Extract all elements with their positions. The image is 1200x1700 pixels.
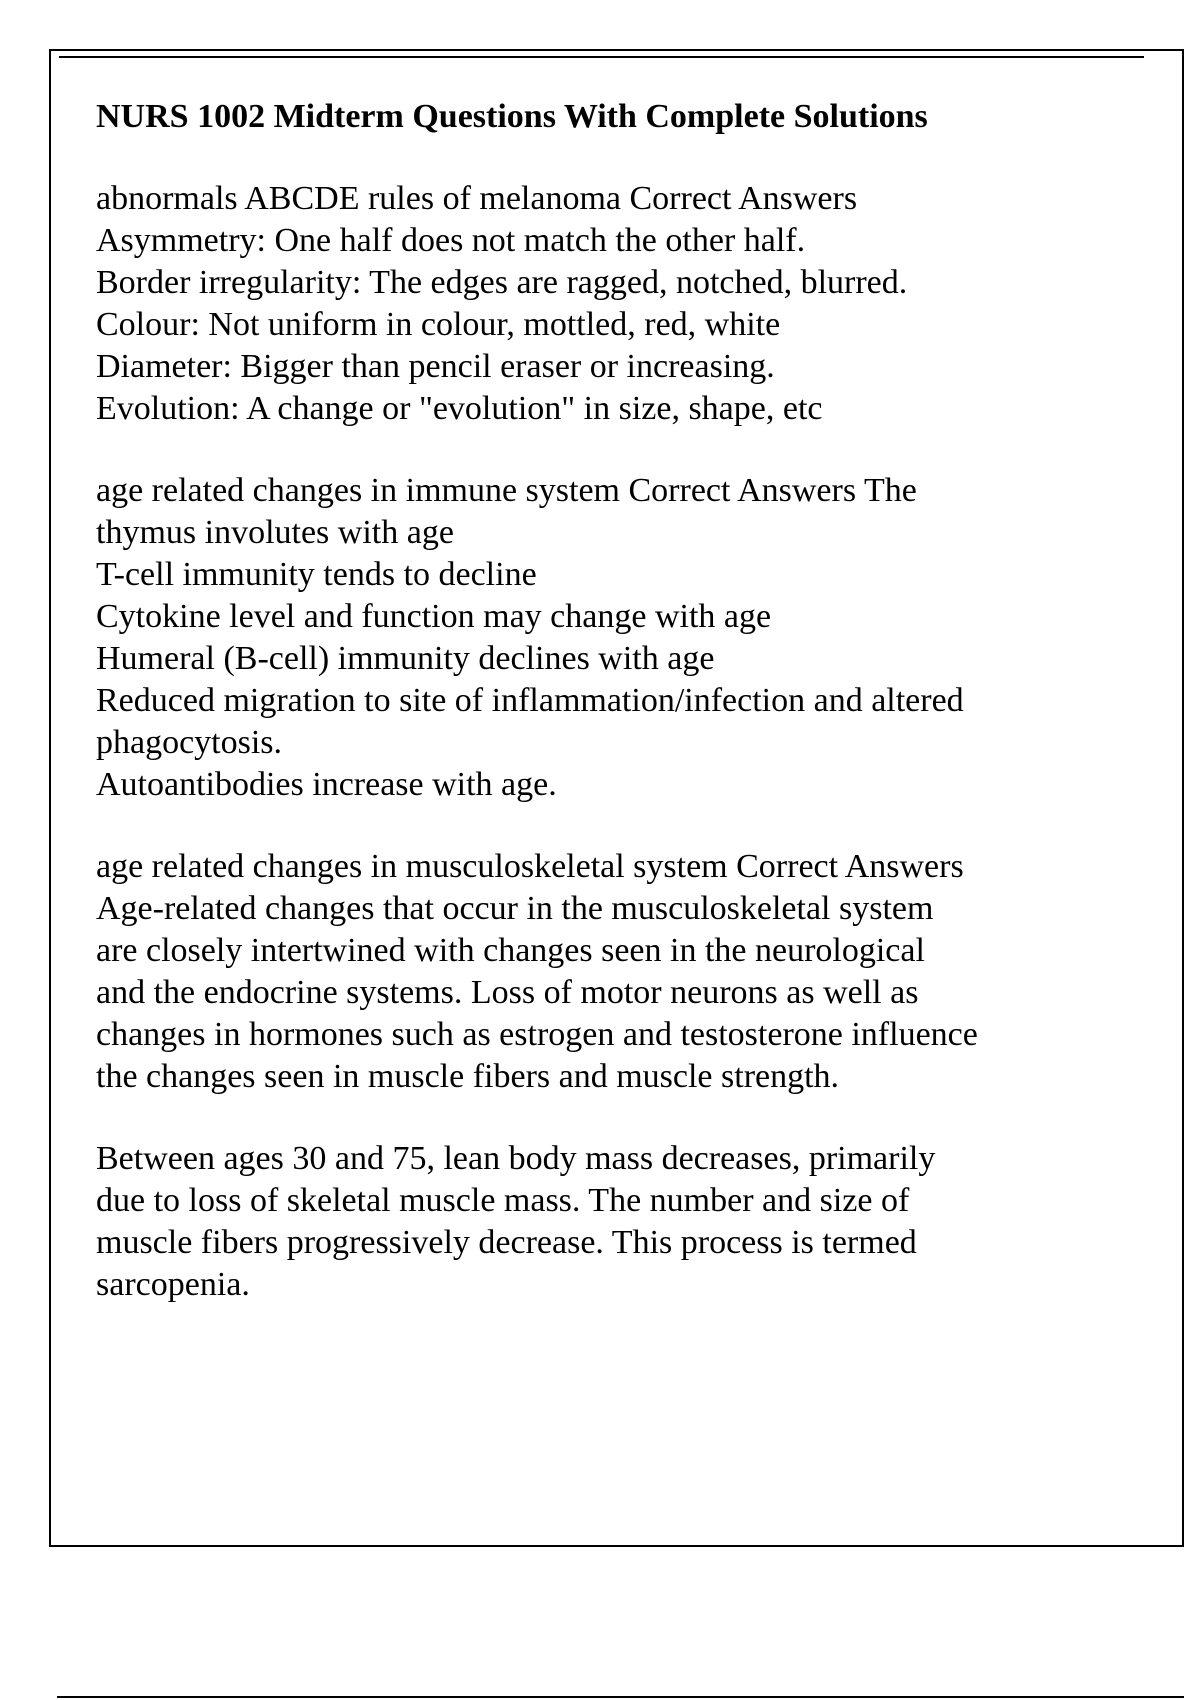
answer-line: Age-related changes that occur in the musculoskeletal system <box>96 890 934 927</box>
question-line: age related changes in immune system Correct Answers The <box>96 472 917 509</box>
answer-line: Humeral (B-cell) immunity declines with age <box>96 640 715 677</box>
top-rule <box>59 56 1144 58</box>
answer-line: are closely intertwined with changes seen in the neurological <box>96 932 925 969</box>
qa-block-immune-system <box>96 470 1096 806</box>
answer-line: Colour: Not uniform in colour, mottled, red, white <box>96 306 781 343</box>
answer-line: Border irregularity: The edges are ragged, notched, blurred. <box>96 264 908 301</box>
answer-line: T-cell immunity tends to decline <box>96 556 537 593</box>
answer-line: the changes seen in muscle fibers and muscle strength. <box>96 1058 840 1095</box>
answer-line: Between ages 30 and 75, lean body mass decreases, primarily <box>96 1140 936 1177</box>
bottom-rule <box>57 1696 1184 1698</box>
qa-block-sarcopenia <box>96 1138 1096 1306</box>
answer-line: and the endocrine systems. Loss of motor neurons as well as <box>96 974 919 1011</box>
qa-block-melanoma <box>96 178 1096 430</box>
answer-line: Reduced migration to site of inflammation/infection and altered <box>96 682 964 719</box>
question-line: abnormals ABCDE rules of melanoma Correct Answers <box>96 180 858 217</box>
answer-line: thymus involutes with age <box>96 514 454 551</box>
answer-line: Cytokine level and function may change with age <box>96 598 772 635</box>
qa-block-musculoskeletal-system <box>96 846 1096 1098</box>
answer-line: Autoantibodies increase with age. <box>96 766 557 803</box>
document-title: NURS 1002 Midterm Questions With Complete Solutions <box>96 98 928 135</box>
answer-line: changes in hormones such as estrogen and testosterone influence <box>96 1016 978 1053</box>
document-content <box>96 96 1096 1346</box>
answer-line: Asymmetry: One half does not match the other half. <box>96 222 806 259</box>
answer-line: sarcopenia. <box>96 1266 250 1303</box>
answer-line: Evolution: A change or "evolution" in size, shape, etc <box>96 390 823 427</box>
answer-line: phagocytosis. <box>96 724 283 761</box>
answer-line: due to loss of skeletal muscle mass. The number and size of <box>96 1182 910 1219</box>
question-line: age related changes in musculoskeletal system Correct Answers <box>96 848 964 885</box>
answer-line: muscle fibers progressively decrease. This process is termed <box>96 1224 917 1261</box>
answer-line: Diameter: Bigger than pencil eraser or increasing. <box>96 348 775 385</box>
